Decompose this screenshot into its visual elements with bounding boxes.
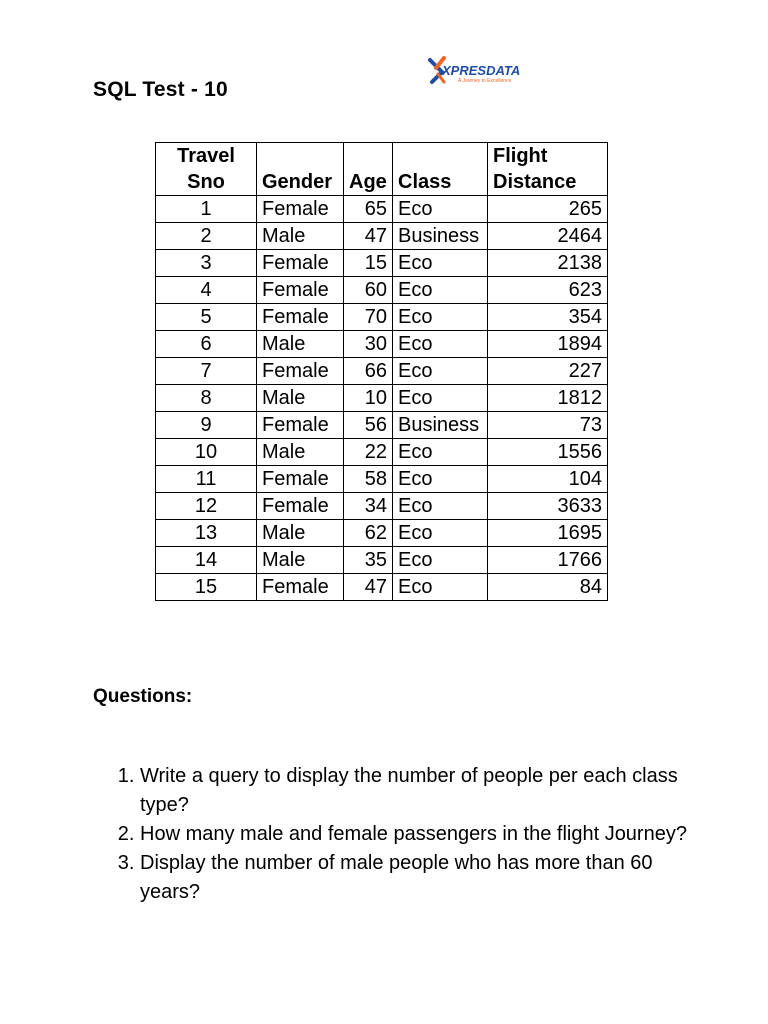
- table-row: [156, 466, 608, 493]
- header-gender: Gender: [257, 143, 344, 196]
- xpresdata-logo: [428, 54, 528, 86]
- cell-sno: 1: [156, 196, 257, 223]
- table-row: [156, 412, 608, 439]
- header-age: Age: [344, 143, 393, 196]
- table-row: [156, 196, 608, 223]
- cell-class: Eco: [393, 358, 488, 385]
- cell-age: 15: [344, 250, 393, 277]
- cell-class: Eco: [393, 520, 488, 547]
- cell-class: Eco: [393, 385, 488, 412]
- questions-list: [115, 762, 700, 907]
- table-row: [156, 304, 608, 331]
- cell-sno: 3: [156, 250, 257, 277]
- cell-gender: Male: [257, 223, 344, 250]
- cell-distance: 623: [488, 277, 608, 304]
- cell-age: 10: [344, 385, 393, 412]
- cell-class: Eco: [393, 493, 488, 520]
- cell-age: 66: [344, 358, 393, 385]
- cell-sno: 10: [156, 439, 257, 466]
- cell-age: 70: [344, 304, 393, 331]
- cell-sno: 12: [156, 493, 257, 520]
- cell-distance: 1695: [488, 520, 608, 547]
- header-class: Class: [393, 143, 488, 196]
- cell-age: 34: [344, 493, 393, 520]
- question-item: 3. Display the number of male people who has more than 60 years?: [140, 849, 700, 907]
- cell-distance: 1812: [488, 385, 608, 412]
- cell-age: 30: [344, 331, 393, 358]
- question-item: 1. Write a query to display the number of people per each class type?: [140, 762, 700, 820]
- cell-class: Eco: [393, 466, 488, 493]
- cell-gender: Male: [257, 439, 344, 466]
- cell-class: Eco: [393, 250, 488, 277]
- table-row: [156, 331, 608, 358]
- header-flight-distance: Flight Distance: [488, 143, 608, 196]
- cell-sno: 6: [156, 331, 257, 358]
- cell-distance: 3633: [488, 493, 608, 520]
- logo-tagline: A Journey to Excellence: [458, 78, 512, 84]
- cell-age: 22: [344, 439, 393, 466]
- cell-gender: Female: [257, 196, 344, 223]
- cell-sno: 7: [156, 358, 257, 385]
- table-row: [156, 439, 608, 466]
- cell-class: Eco: [393, 277, 488, 304]
- cell-gender: Female: [257, 250, 344, 277]
- cell-gender: Female: [257, 412, 344, 439]
- cell-age: 65: [344, 196, 393, 223]
- cell-sno: 14: [156, 547, 257, 574]
- cell-age: 47: [344, 574, 393, 601]
- cell-distance: 354: [488, 304, 608, 331]
- cell-distance: 2138: [488, 250, 608, 277]
- table-row: [156, 277, 608, 304]
- table-body: [156, 196, 608, 601]
- cell-gender: Female: [257, 358, 344, 385]
- page-title: SQL Test - 10: [93, 78, 228, 101]
- table-row: [156, 250, 608, 277]
- cell-gender: Male: [257, 520, 344, 547]
- cell-class: Business: [393, 412, 488, 439]
- table-row: [156, 358, 608, 385]
- cell-class: Eco: [393, 196, 488, 223]
- cell-sno: 2: [156, 223, 257, 250]
- cell-age: 47: [344, 223, 393, 250]
- cell-age: 60: [344, 277, 393, 304]
- travel-table: [155, 142, 608, 601]
- header-travel-sno: Travel Sno: [156, 143, 257, 196]
- cell-gender: Female: [257, 466, 344, 493]
- cell-gender: Female: [257, 493, 344, 520]
- cell-age: 58: [344, 466, 393, 493]
- cell-sno: 8: [156, 385, 257, 412]
- cell-distance: 1556: [488, 439, 608, 466]
- table-row: [156, 574, 608, 601]
- cell-distance: 73: [488, 412, 608, 439]
- cell-class: Eco: [393, 547, 488, 574]
- question-item: 2. How many male and female passengers in the flight Journey?: [140, 820, 700, 849]
- cell-class: Eco: [393, 331, 488, 358]
- logo-brand: XPRESDATA: [442, 63, 521, 78]
- cell-distance: 104: [488, 466, 608, 493]
- cell-gender: Female: [257, 304, 344, 331]
- cell-age: 62: [344, 520, 393, 547]
- cell-class: Eco: [393, 574, 488, 601]
- table-row: [156, 223, 608, 250]
- cell-class: Eco: [393, 304, 488, 331]
- table-header-row: [156, 143, 608, 196]
- table-row: [156, 385, 608, 412]
- cell-distance: 1894: [488, 331, 608, 358]
- cell-distance: 265: [488, 196, 608, 223]
- cell-distance: 2464: [488, 223, 608, 250]
- table-row: [156, 520, 608, 547]
- table-row: [156, 493, 608, 520]
- cell-sno: 13: [156, 520, 257, 547]
- questions-heading: Questions:: [93, 686, 193, 707]
- cell-gender: Male: [257, 385, 344, 412]
- cell-sno: 5: [156, 304, 257, 331]
- cell-age: 56: [344, 412, 393, 439]
- cell-gender: Female: [257, 574, 344, 601]
- cell-gender: Female: [257, 277, 344, 304]
- cell-sno: 9: [156, 412, 257, 439]
- cell-sno: 11: [156, 466, 257, 493]
- cell-distance: 1766: [488, 547, 608, 574]
- cell-class: Eco: [393, 439, 488, 466]
- cell-gender: Male: [257, 547, 344, 574]
- cell-class: Business: [393, 223, 488, 250]
- cell-sno: 15: [156, 574, 257, 601]
- cell-age: 35: [344, 547, 393, 574]
- cell-sno: 4: [156, 277, 257, 304]
- cell-distance: 227: [488, 358, 608, 385]
- table-row: [156, 547, 608, 574]
- cell-gender: Male: [257, 331, 344, 358]
- cell-distance: 84: [488, 574, 608, 601]
